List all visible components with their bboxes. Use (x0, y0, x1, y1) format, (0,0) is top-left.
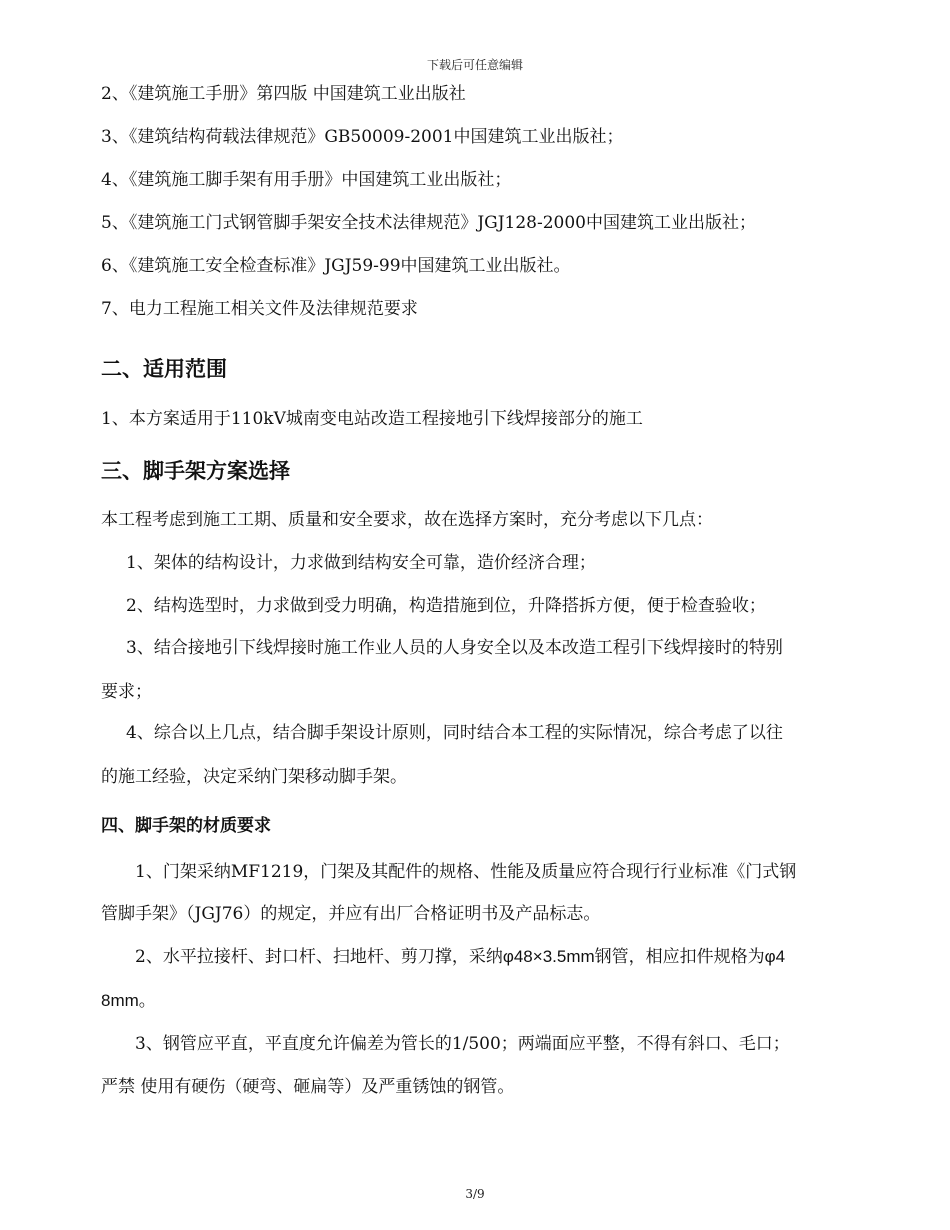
page-number: 3/9 (465, 1187, 485, 1201)
reference-item: 6、《建筑施工安全检查标准》JGJ59-99中国建筑工业出版社。 (101, 256, 571, 276)
paragraph: 1、门架采纳MF1219，门架及其配件的规格、性能及质量应符合现行行业标准《门式钢 (135, 862, 797, 882)
scope-item: 1、本方案适用于110kV城南变电站改造工程接地引下线焊接部分的施工 (101, 409, 643, 429)
reference-item: 2、《建筑施工手册》第四版 中国建筑工业出版社 (101, 84, 466, 104)
paragraph: 2、结构选型时，力求做到受力明确，构造措施到位，升降搭拆方便，便于检查验收； (126, 596, 766, 616)
fastener-spec: 8mm (101, 991, 139, 1010)
paragraph: 3、结合接地引下线焊接时施工作业人员的人身安全以及本改造工程引下线焊接时的特别 (126, 638, 783, 658)
paragraph: 严禁 使用有硬伤（硬弯、砸扁等）及严重锈蚀的钢管。 (101, 1077, 515, 1097)
paragraph-text: 2、水平拉接杆、封口杆、扫地杆、剪刀撑，采纳 (135, 947, 503, 967)
reference-item: 5、《建筑施工门式钢管脚手架安全技术法律规范》JGJ128-2000中国建筑工业出版社； (101, 213, 756, 233)
reference-item: 4、《建筑施工脚手架有用手册》中国建筑工业出版社； (101, 170, 512, 190)
paragraph: 管脚手架》（JGJ76）的规定，并应有出厂合格证明书及产品标志。 (101, 904, 601, 924)
paragraph-text: 。 (138, 991, 156, 1011)
reference-item: 7、电力工程施工相关文件及法律规范要求 (101, 299, 418, 319)
paragraph-text: 钢管，相应扣件规格为 (594, 947, 765, 967)
paragraph: 的施工经验，决定采纳门架移动脚手架。 (101, 767, 407, 787)
paragraph: 要求； (101, 682, 152, 702)
paragraph: 1、架体的结构设计，力求做到结构安全可靠，造价经济合理； (126, 553, 596, 573)
paragraph (135, 942, 785, 967)
reference-item: 3、《建筑结构荷载法律规范》GB50009-2001中国建筑工业出版社； (101, 127, 624, 147)
pipe-spec: φ48×3.5mm (502, 947, 595, 966)
fastener-spec: φ4 (764, 947, 786, 966)
section-heading-scaffold-plan: 三、脚手架方案选择 (101, 459, 290, 483)
paragraph: 4、综合以上几点，结合脚手架设计原则，同时结合本工程的实际情况，综合考虑了以往 (126, 723, 783, 743)
section-heading-materials: 四、脚手架的材质要求 (101, 816, 271, 836)
paragraph: 本工程考虑到施工工期、质量和安全要求，故在选择方案时，充分考虑以下几点： (101, 510, 713, 530)
paragraph: 3、钢管应平直，平直度允许偏差为管长的1/500；两端面应平整，不得有斜口、毛口； (135, 1034, 790, 1054)
page-header: 下载后可任意编辑 (426, 58, 523, 72)
paragraph (101, 986, 156, 1011)
section-heading-scope: 二、适用范围 (101, 357, 227, 381)
